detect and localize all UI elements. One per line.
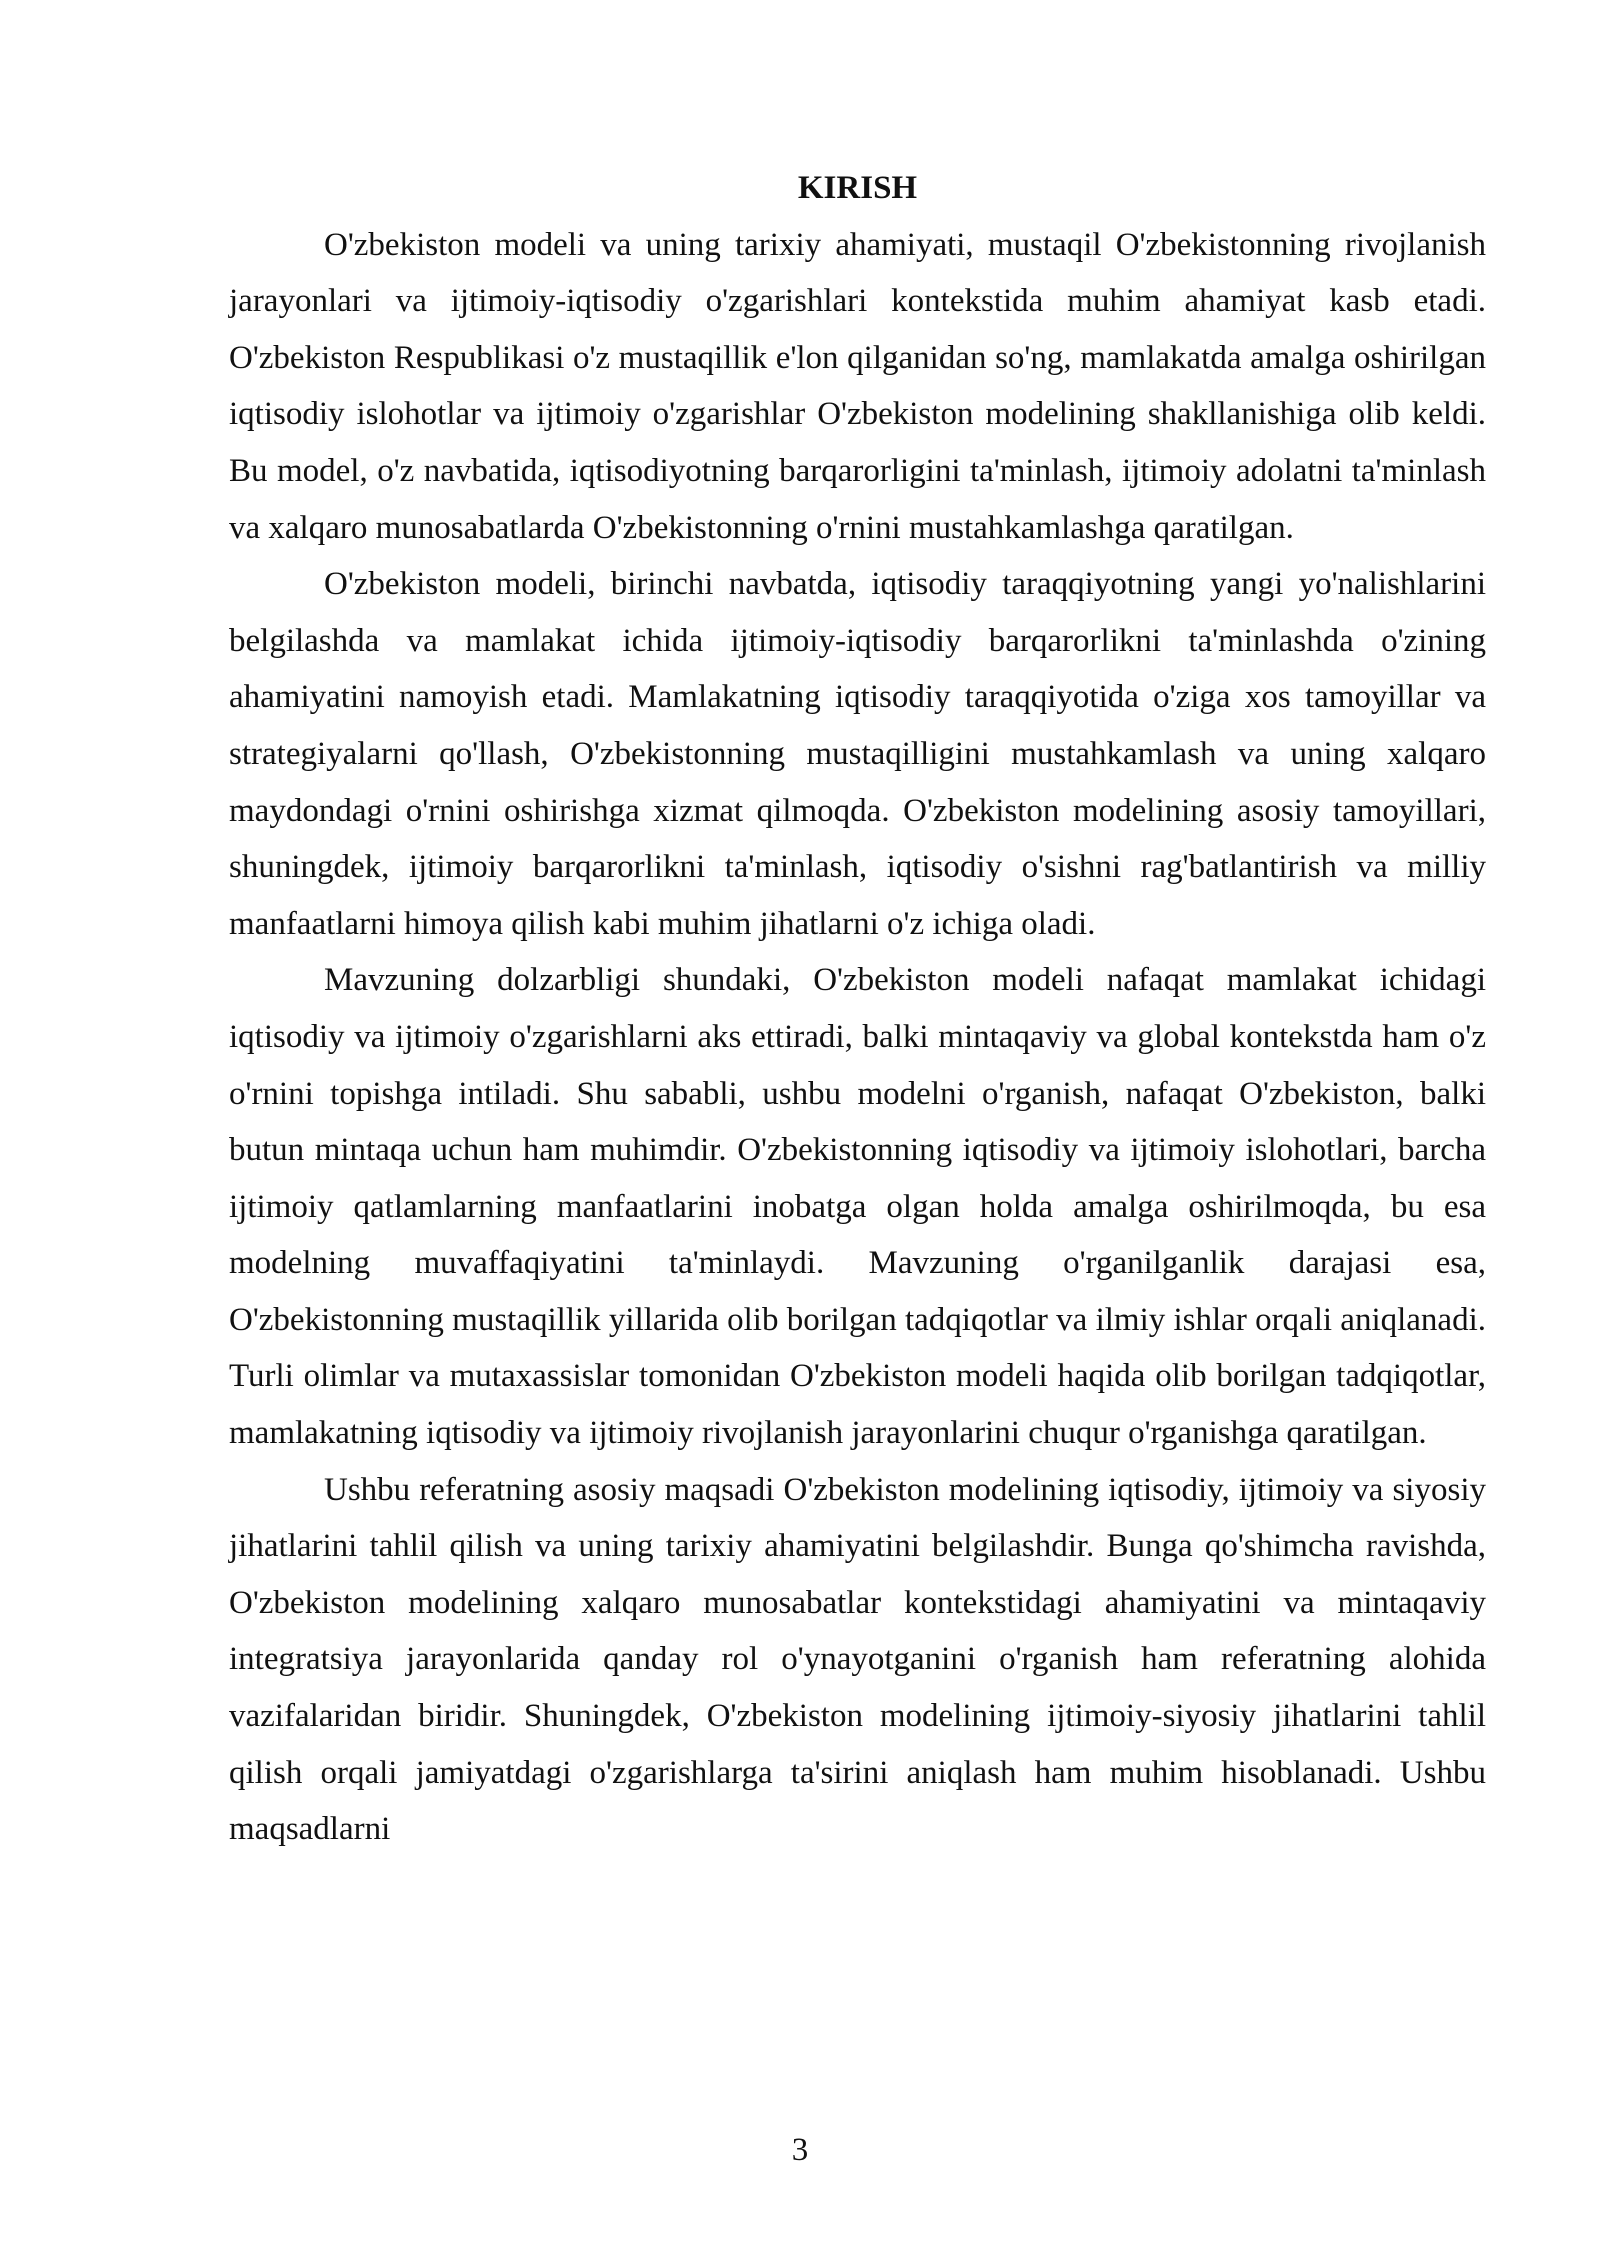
document-body (229, 160, 1486, 1858)
page-number: 3 (791, 2132, 809, 2168)
paragraph-1: O'zbekiston modeli va uning tarixiy ahamiyati, mustaqil O'zbekistonning rivojlanish jarayonlari va ijtimoiy-iqtisodiy o'zgarishlari kontekstida muhim ahamiyat kasb etadi. O'zbekiston Respublikasi o'z mustaqillik e'lon qilganidan so'ng, mamlakatda amalga oshirilgan iqtisodiy islohotlar va ijtimoiy o'zgarishlar O'zbekiston modelining shakllanishiga olib keldi. Bu model, o'z navbatida, iqtisodiyotning barqarorligini ta'minlash, ijtimoiy adolatni ta'minlash va xalqaro munosabatlarda O'zbekistonning o'rnini mustahkamlashga qaratilgan. (229, 226, 1486, 546)
paragraph-2: O'zbekiston modeli, birinchi navbatda, iqtisodiy taraqqiyotning yangi yo'nalishlarini belgilashda va mamlakat ichida ijtimoiy-iqtisodiy barqarorlikni ta'minlashda o'zining ahamiyatini namoyish etadi. Mamlakatning iqtisodiy taraqqiyotida o'ziga xos tamoyillar va strategiyalarni qo'llash, O'zbekistonning mustaqilligini mustahkamlash va uning xalqaro maydondagi o'rnini oshirishga xizmat qilmoqda. O'zbekiston modelining asosiy tamoyillari, shuningdek, ijtimoiy barqarorlikni ta'minlash, iqtisodiy o'sishni rag'batlantirish va milliy manfaatlarni himoya qilish kabi muhim jihatlarni o'z ichiga oladi. (229, 566, 1486, 942)
paragraph-3: Mavzuning dolzarbligi shundaki, O'zbekiston modeli nafaqat mamlakat ichidagi iqtisodiy va ijtimoiy o'zgarishlarni aks ettiradi, balki mintaqaviy va global kontekstda ham o'z o'rnini topishga intiladi. Shu sababli, ushbu modelni o'rganish, nafaqat O'zbekiston, balki butun mintaqa uchun ham muhimdir. O'zbekistonning iqtisodiy va ijtimoiy islohotlari, barcha ijtimoiy qatlamlarning manfaatlarini inobatga olgan holda amalga oshirilmoqda, bu esa modelning muvaffaqiyatini ta'minlaydi. Mavzuning o'rganilganlik darajasi esa, O'zbekistonning mustaqillik yillarida olib borilgan tadqiqotlar va ilmiy ishlar orqali aniqlanadi. Turli olimlar va mutaxassislar tomonidan O'zbekiston modeli haqida olib borilgan tadqiqotlar, mamlakatning iqtisodiy va ijtimoiy rivojlanish jarayonlarini chuqur o'rganishga qaratilgan. (229, 962, 1486, 1452)
paragraph-4: Ushbu referatning asosiy maqsadi O'zbekiston modelining iqtisodiy, ijtimoiy va siyosiy jihatlarini tahlil qilish va uning tarixiy ahamiyatini belgilashdir. Bunga qo'shimcha ravishda, O'zbekiston modelining xalqaro munosabatlar kontekstidagi ahamiyatini va mintaqaviy integratsiya jarayonlarida qanday rol o'ynayotganini o'rganish ham referatning alohida vazifalaridan biridir. Shuningdek, O'zbekiston modelining ijtimoiy-siyosiy jihatlarini tahlil qilish orqali jamiyatdagi o'zgarishlarga ta'sirini aniqlash ham muhim hisoblanadi. Ushbu maqsadlarni (229, 1471, 1486, 1848)
page-title: KIRISH (797, 170, 918, 206)
